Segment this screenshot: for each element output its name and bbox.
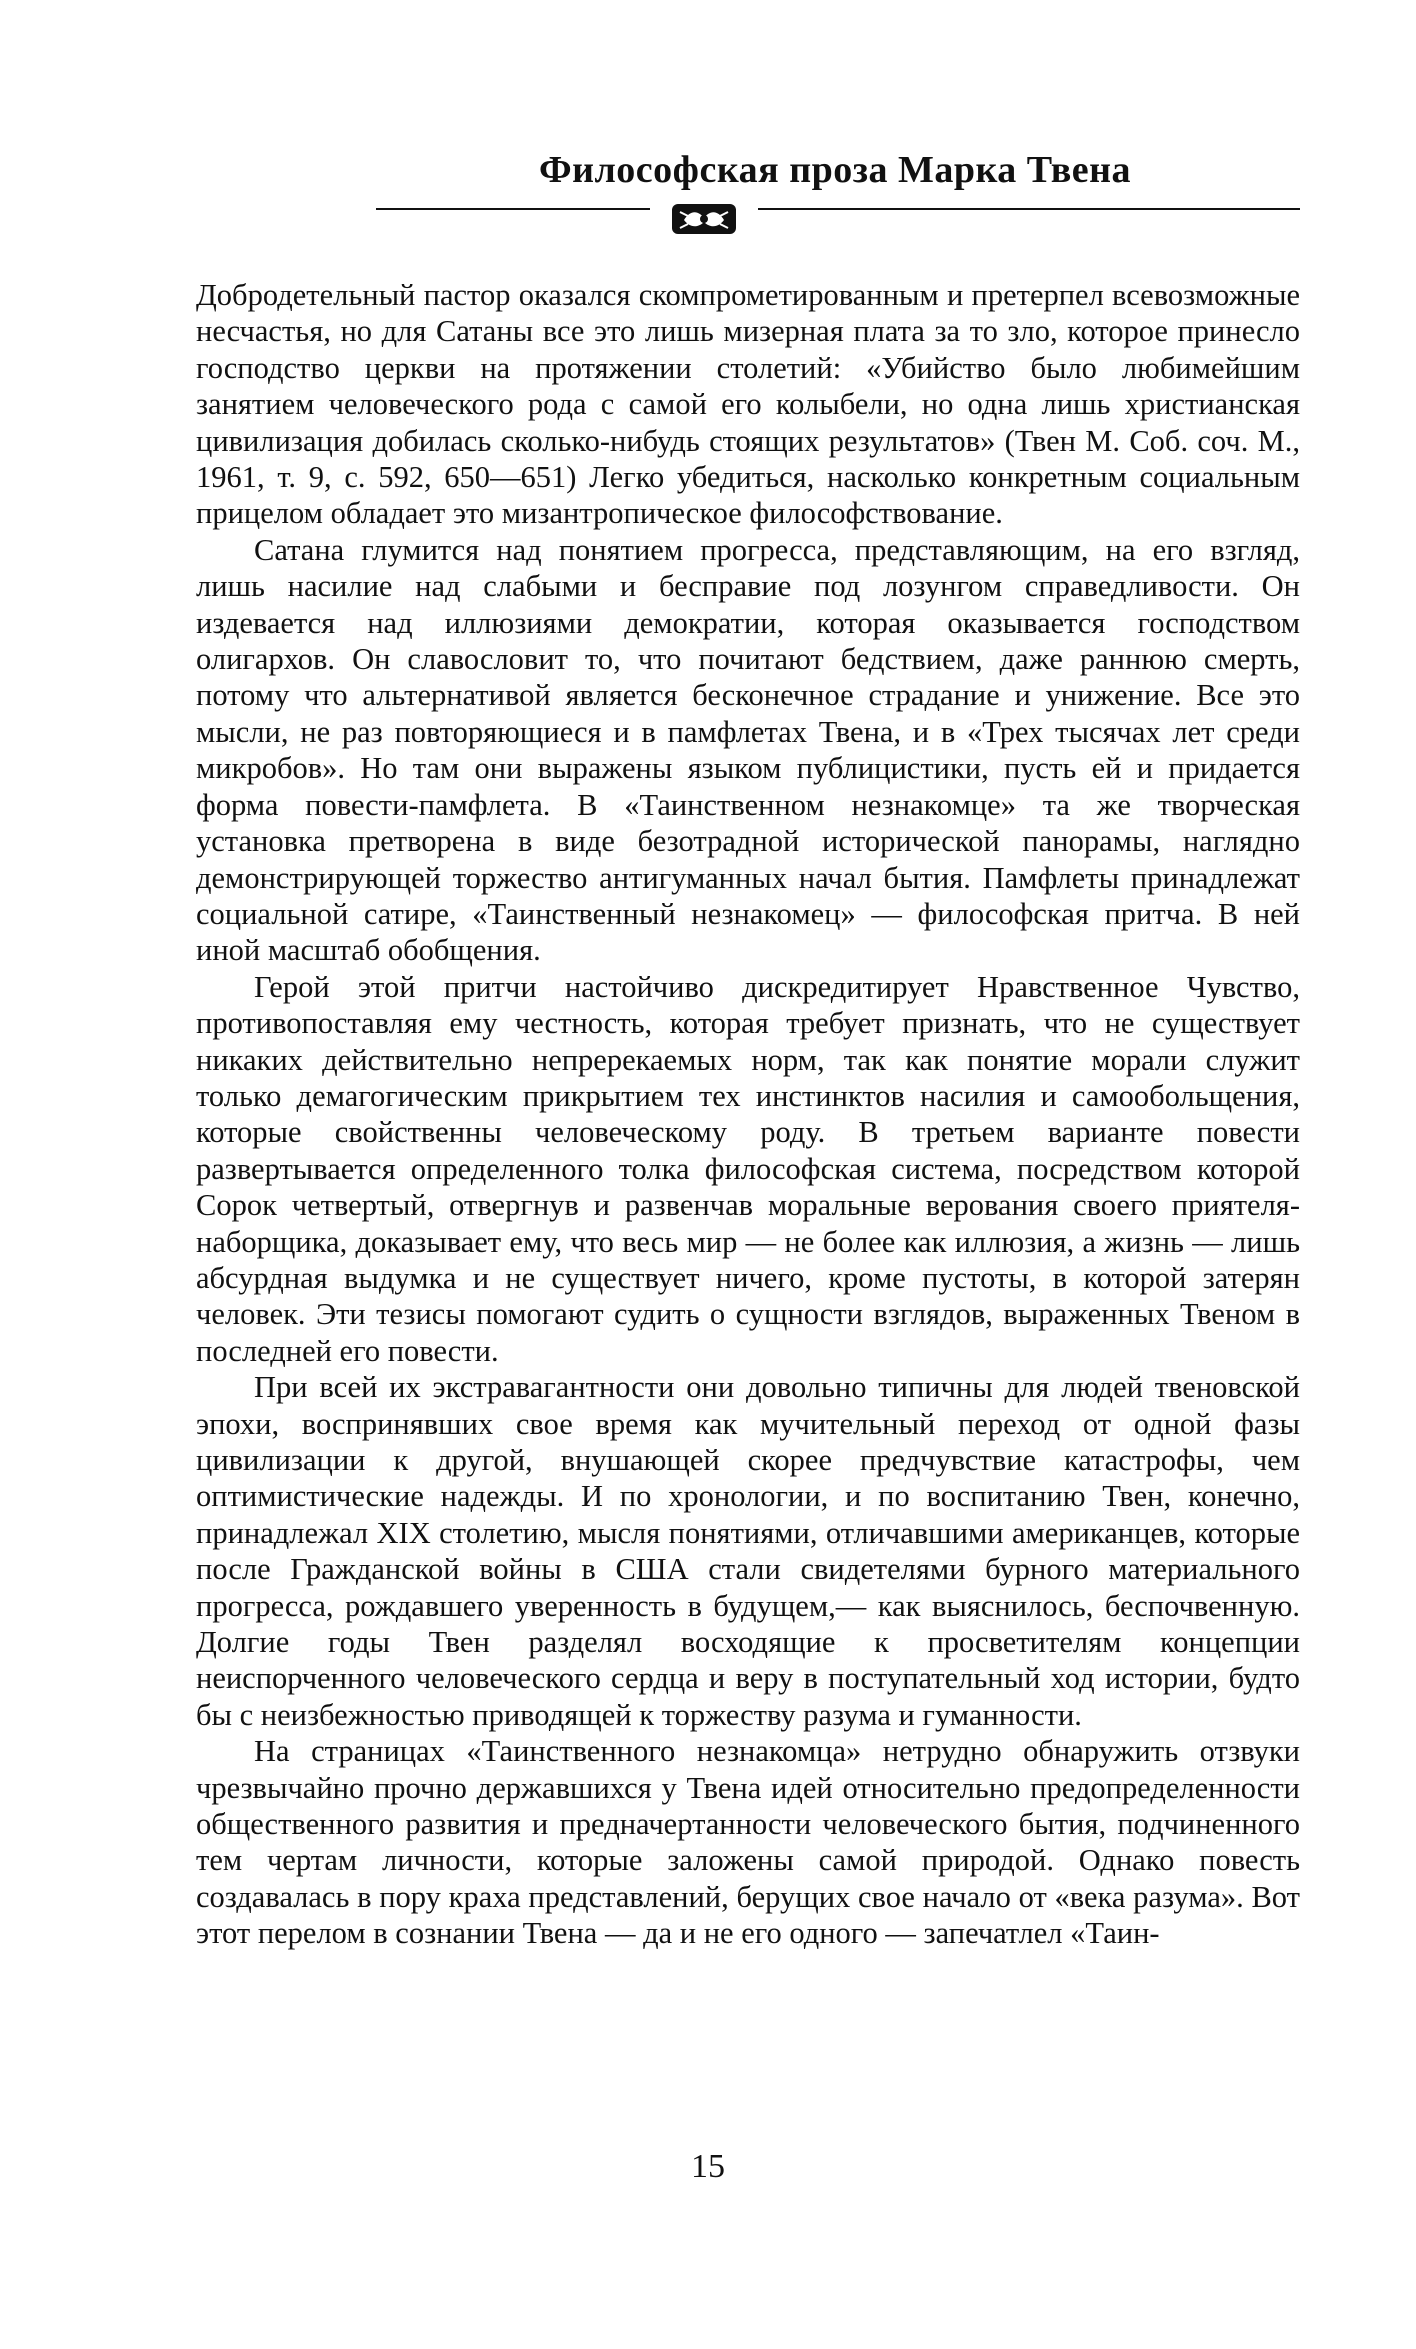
page-number: 15: [691, 2148, 725, 2185]
floral-ornament-icon: [650, 198, 758, 242]
paragraph-1: Добродетельный пастор оказался скомпрометированным и претерпел всевозможные несчастья, но для Сатаны все это лишь мизерная плата за то зло, которое принесло господство церкви на протяжении столетий: «Убийство было любимейшим занятием человеческого рода с самой его колыбели, но одна лишь христианская цивилизация добилась сколько-нибудь стоящих результатов» (Твен М. Соб. соч. М., 1961, т. 9, с. 592, 650—651) Легко убедиться, насколько конкретным социальным прицелом обладает это мизантропическое философствование.: [196, 278, 1300, 531]
paragraph-3: Герой этой притчи настойчиво дискредитирует Нравственное Чувство, противопоставляя ему честность, которая требует признать, что не существует никаких действительно непререкаемых норм, так как понятие морали служит только демагогическим прикрытием тех инстинктов насилия и самообольщения, которые свойственны человеческому роду. В третьем варианте повести развертывается определенного толка философская система, посредством которой Сорок четвертый, отвергнув и развенчав моральные верования своего приятеля-наборщика, доказывает ему, что весь мир — не более как иллюзия, а жизнь — лишь абсурдная выдумка и не существует ничего, кроме пустоты, в которой затерян человек. Эти тезисы помогают судить о сущности взглядов, выраженных Твеном в последней его повести.: [196, 969, 1300, 1368]
paragraph-5: На страницах «Таинственного незнакомца» нетрудно обнаружить отзвуки чрезвычайно прочно державшихся у Твена идей относительно предопределенности общественного развития и предначертанности человеческого бытия, подчиненного тем чертам личности, которые заложены самой природой. Однако повесть создавалась в пору краха представлений, берущих свое начало от «века разума». Вот этот перелом в сознании Твена — да и не его одного — запечатлел «Таин-: [196, 1734, 1300, 1951]
paragraph-2: Сатана глумится над понятием прогресса, представляющим, на его взгляд, лишь насилие над слабыми и бесправие под лозунгом справедливости. Он издевается над иллюзиями демократии, которая оказывается господством олигархов. Он славословит то, что почитают бедствием, даже раннюю смерть, потому что альтернативой является бесконечное страдание и унижение. Все это мысли, не раз повторяющиеся и в памфлетах Твена, и в «Трех тысячах лет среди микробов». Но там они выражены языком публицистики, пусть ей и придается форма повести-памфлета. В «Таинственном незнакомце» та же творческая установка претворена в виде безотрадной исторической панорамы, наглядно демонстрирующей торжество антигуманных начал бытия. Памфлеты принадлежат социальной сатире, «Таинственный незнакомец» — философская притча. В ней иной масштаб обобщения.: [196, 532, 1300, 968]
paragraph-4: При всей их экстравагантности они довольно типичны для людей твеновской эпохи, воспринявших свое время как мучительный переход от одной фазы цивилизации к другой, внушающей скорее предчувствие катастрофы, чем оптимистические надежды. И по хронологии, и по воспитанию Твен, конечно, принадлежал XIX столетию, мысля понятиями, отличавшими американцев, которые после Гражданской войны в США стали свидетелями бурного материального прогресса, рождавшего уверенность в будущем,— как выяснилось, беспочвенную. Долгие годы Твен разделял восходящие к просветителям концепции неиспорченного человеческого сердца и веру в поступательный ход истории, будто бы с неизбежностью приводящей к торжеству разума и гуманности.: [196, 1370, 1300, 1732]
header-rule: [376, 208, 1300, 210]
running-header: Философская проза Марка Твена: [538, 149, 1132, 191]
main-text: [196, 277, 1300, 1952]
